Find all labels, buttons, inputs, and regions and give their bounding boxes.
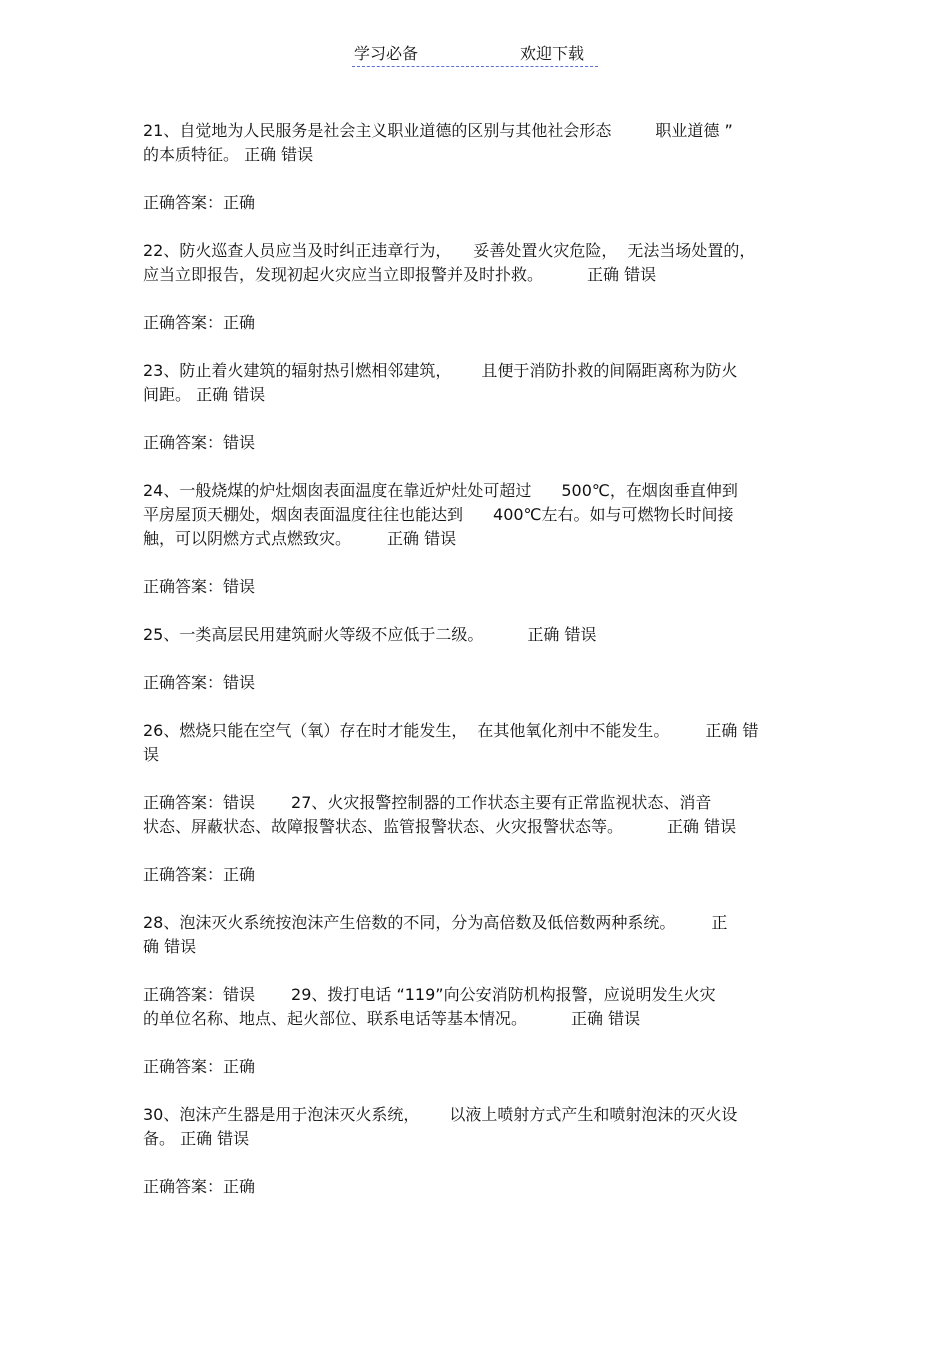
- answer-29: 正确答案：正确: [143, 1057, 256, 1076]
- question-text: 应当立即报告，发现初起火灾应当立即报警并及时扑救。: [143, 265, 544, 284]
- question-text: 触，可以阴燃方式点燃致灾。: [143, 529, 352, 548]
- question-text: 正确 错误: [571, 1009, 641, 1028]
- question-text: 21、自觉地为人民服务是社会主义职业道德的区别与其他社会形态: [143, 121, 612, 140]
- question-text: 职业道德 ”: [655, 121, 733, 140]
- answer-25: 正确答案：错误: [143, 673, 256, 692]
- header-left-text: 学习必备: [354, 44, 419, 63]
- question-text: 正确 错误: [387, 529, 457, 548]
- question-text: 24、一般烧煤的炉灶烟囱表面温度在靠近炉灶处可超过: [143, 481, 532, 500]
- question-text: 在其他氧化剂中不能发生。: [477, 721, 670, 740]
- header-right-text: 欢迎下载: [520, 44, 585, 63]
- answer-30: 正确答案：正确: [143, 1177, 256, 1196]
- question-text: 26、燃烧只能在空气（氧）存在时才能发生，: [143, 721, 468, 740]
- question-24: [143, 479, 811, 551]
- question-text: 30、泡沫产生器是用于泡沫灭火系统，: [143, 1105, 420, 1124]
- answer-21: 正确答案：正确: [143, 193, 256, 212]
- question-29: [143, 983, 811, 1031]
- question-26: [143, 719, 811, 767]
- question-text: 27、火灾报警控制器的工作状态主要有正常监视状态、消音: [291, 793, 712, 812]
- answer-24: 正确答案：错误: [143, 577, 256, 596]
- question-text: 确 错误: [143, 937, 197, 956]
- question-text: 正: [711, 913, 728, 932]
- question-text: 正确 错误: [527, 625, 597, 644]
- question-text: 29、拨打电话 “119”向公安消防机构报警，应说明发生火灾: [291, 985, 716, 1004]
- question-text: 间距。 正确 错误: [143, 385, 266, 404]
- question-text: 误: [143, 745, 160, 764]
- question-text: 正确 错误: [667, 817, 737, 836]
- question-text: 无法当场处置的，: [627, 241, 756, 260]
- question-text: 的单位名称、地点、起火部位、联系电话等基本情况。: [143, 1009, 528, 1028]
- question-list: [143, 119, 811, 1223]
- question-text: 23、防止着火建筑的辐射热引燃相邻建筑，: [143, 361, 452, 380]
- page-header: [352, 40, 598, 67]
- question-text: 的本质特征。 正确 错误: [143, 145, 314, 164]
- question-30: [143, 1103, 811, 1151]
- question-text: 平房屋顶天棚处，烟囱表面温度往往也能达到: [143, 505, 464, 524]
- question-text: 28、泡沫灭火系统按泡沫产生倍数的不同，分为高倍数及低倍数两种系统。: [143, 913, 676, 932]
- answer-27: 正确答案：正确: [143, 865, 256, 884]
- question-21: [143, 119, 811, 167]
- answer-22: 正确答案：正确: [143, 313, 256, 332]
- question-text: 22、防火巡查人员应当及时纠正违章行为，: [143, 241, 452, 260]
- answer-26: 正确答案：错误: [143, 793, 256, 812]
- question-text: 正确 错: [705, 721, 759, 740]
- question-25: [143, 623, 811, 647]
- question-text: 备。 正确 错误: [143, 1129, 250, 1148]
- question-text: 正确 错误: [587, 265, 657, 284]
- question-28: [143, 911, 811, 959]
- question-22: [143, 239, 811, 287]
- question-23: [143, 359, 811, 407]
- answer-28: 正确答案：错误: [143, 985, 256, 1004]
- question-text: 400℃左右。如与可燃物长时间接: [493, 505, 734, 524]
- question-27: [143, 791, 811, 839]
- answer-23: 正确答案：错误: [143, 433, 256, 452]
- question-text: 妥善处置火灾危险，: [473, 241, 618, 260]
- question-text: 且便于消防扑救的间隔距离称为防火: [481, 361, 738, 380]
- question-text: 状态、屏蔽状态、故障报警状态、监管报警状态、火灾报警状态等。: [143, 817, 624, 836]
- question-text: 25、一类高层民用建筑耐火等级不应低于二级。: [143, 625, 484, 644]
- question-text: 以液上喷射方式产生和喷射泡沫的灭火设: [449, 1105, 738, 1124]
- question-text: 500℃，在烟囱垂直伸到: [561, 481, 738, 500]
